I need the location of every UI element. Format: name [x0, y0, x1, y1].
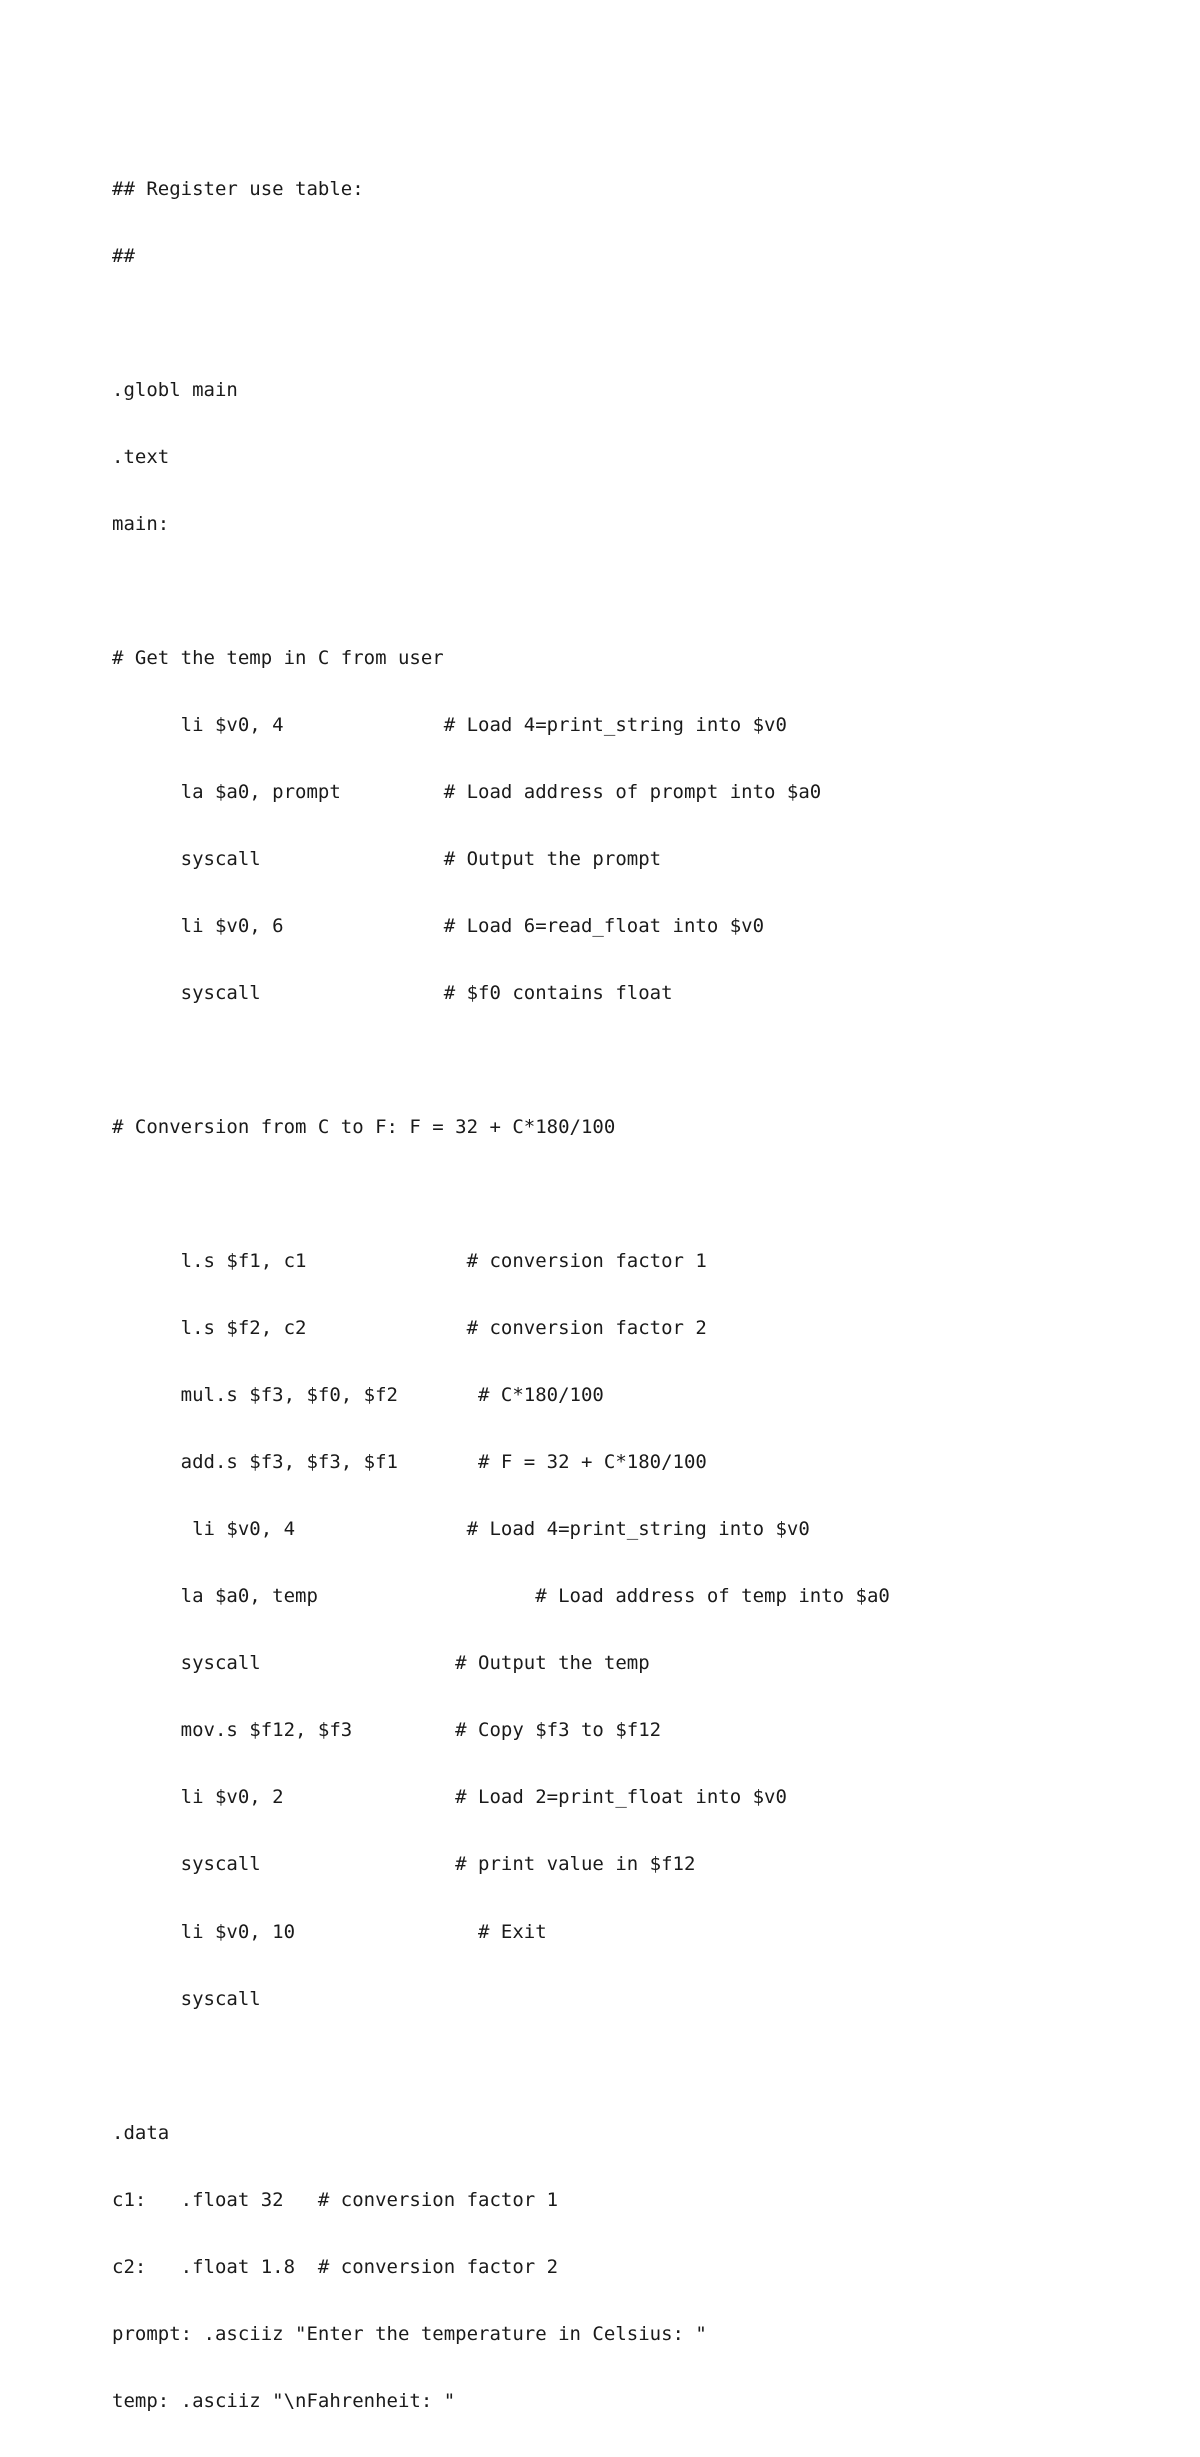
- code-line-9: li $v0, 4 # Load 4=print_string into $v0: [112, 713, 787, 736]
- code-line-29: [112, 2055, 890, 2077]
- code-line-26: syscall # print value in $f12: [112, 1853, 696, 1876]
- code-line-16: [112, 1183, 890, 1205]
- code-line-31: c1: .float 32 # conversion factor 1: [112, 2188, 559, 2211]
- code-line-25: li $v0, 2 # Load 2=print_float into $v0: [112, 1786, 787, 1809]
- code-line-10: la $a0, prompt # Load address of prompt into $a0: [112, 780, 822, 803]
- code-line-18: l.s $f2, c2 # conversion factor 2: [112, 1317, 707, 1340]
- code-line-8: # Get the temp in C from user: [112, 646, 444, 669]
- code-line-17: l.s $f1, c1 # conversion factor 1: [112, 1250, 707, 1273]
- code-line-1: ## Register use table:: [112, 177, 364, 200]
- code-line-30: .data: [112, 2121, 170, 2144]
- code-line-11: syscall # Output the prompt: [112, 848, 662, 870]
- code-line-24: mov.s $f12, $f3 # Copy $f3 to $f12: [112, 1719, 662, 1742]
- code-line-20: add.s $f3, $f3, $f1 # F = 32 + C*180/100: [112, 1451, 707, 1474]
- code-line-27: li $v0, 10 # Exit: [112, 1920, 547, 1943]
- code-line-28: syscall: [112, 1987, 261, 2010]
- code-line-4: .globl main: [112, 378, 238, 401]
- code-line-6: main:: [112, 512, 170, 535]
- code-line-32: c2: .float 1.8 # conversion factor 2: [112, 2255, 559, 2278]
- code-line-15: # Conversion from C to F: F = 32 + C*180/100: [112, 1116, 616, 1139]
- assembly-code-listing: [112, 133, 890, 2457]
- code-line-21: li $v0, 4 # Load 4=print_string into $v0: [112, 1518, 810, 1541]
- code-line-2: ##: [112, 244, 135, 267]
- code-line-14: [112, 1049, 890, 1071]
- code-line-7: [112, 580, 890, 602]
- code-line-22: la $a0, temp # Load address of temp into $a0: [112, 1585, 890, 1608]
- code-line-34: temp: .asciiz "\nFahrenheit: ": [112, 2389, 456, 2412]
- code-line-13: syscall # $f0 contains float: [112, 982, 673, 1005]
- code-line-12: li $v0, 6 # Load 6=read_float into $v0: [112, 915, 765, 938]
- code-line-3: [112, 312, 890, 334]
- code-line-19: mul.s $f3, $f0, $f2 # C*180/100: [112, 1384, 604, 1407]
- code-line-23: syscall # Output the temp: [112, 1652, 650, 1675]
- code-line-33: prompt: .asciiz "Enter the temperature in Celsius: ": [112, 2322, 707, 2345]
- code-line-5: .text: [112, 445, 170, 468]
